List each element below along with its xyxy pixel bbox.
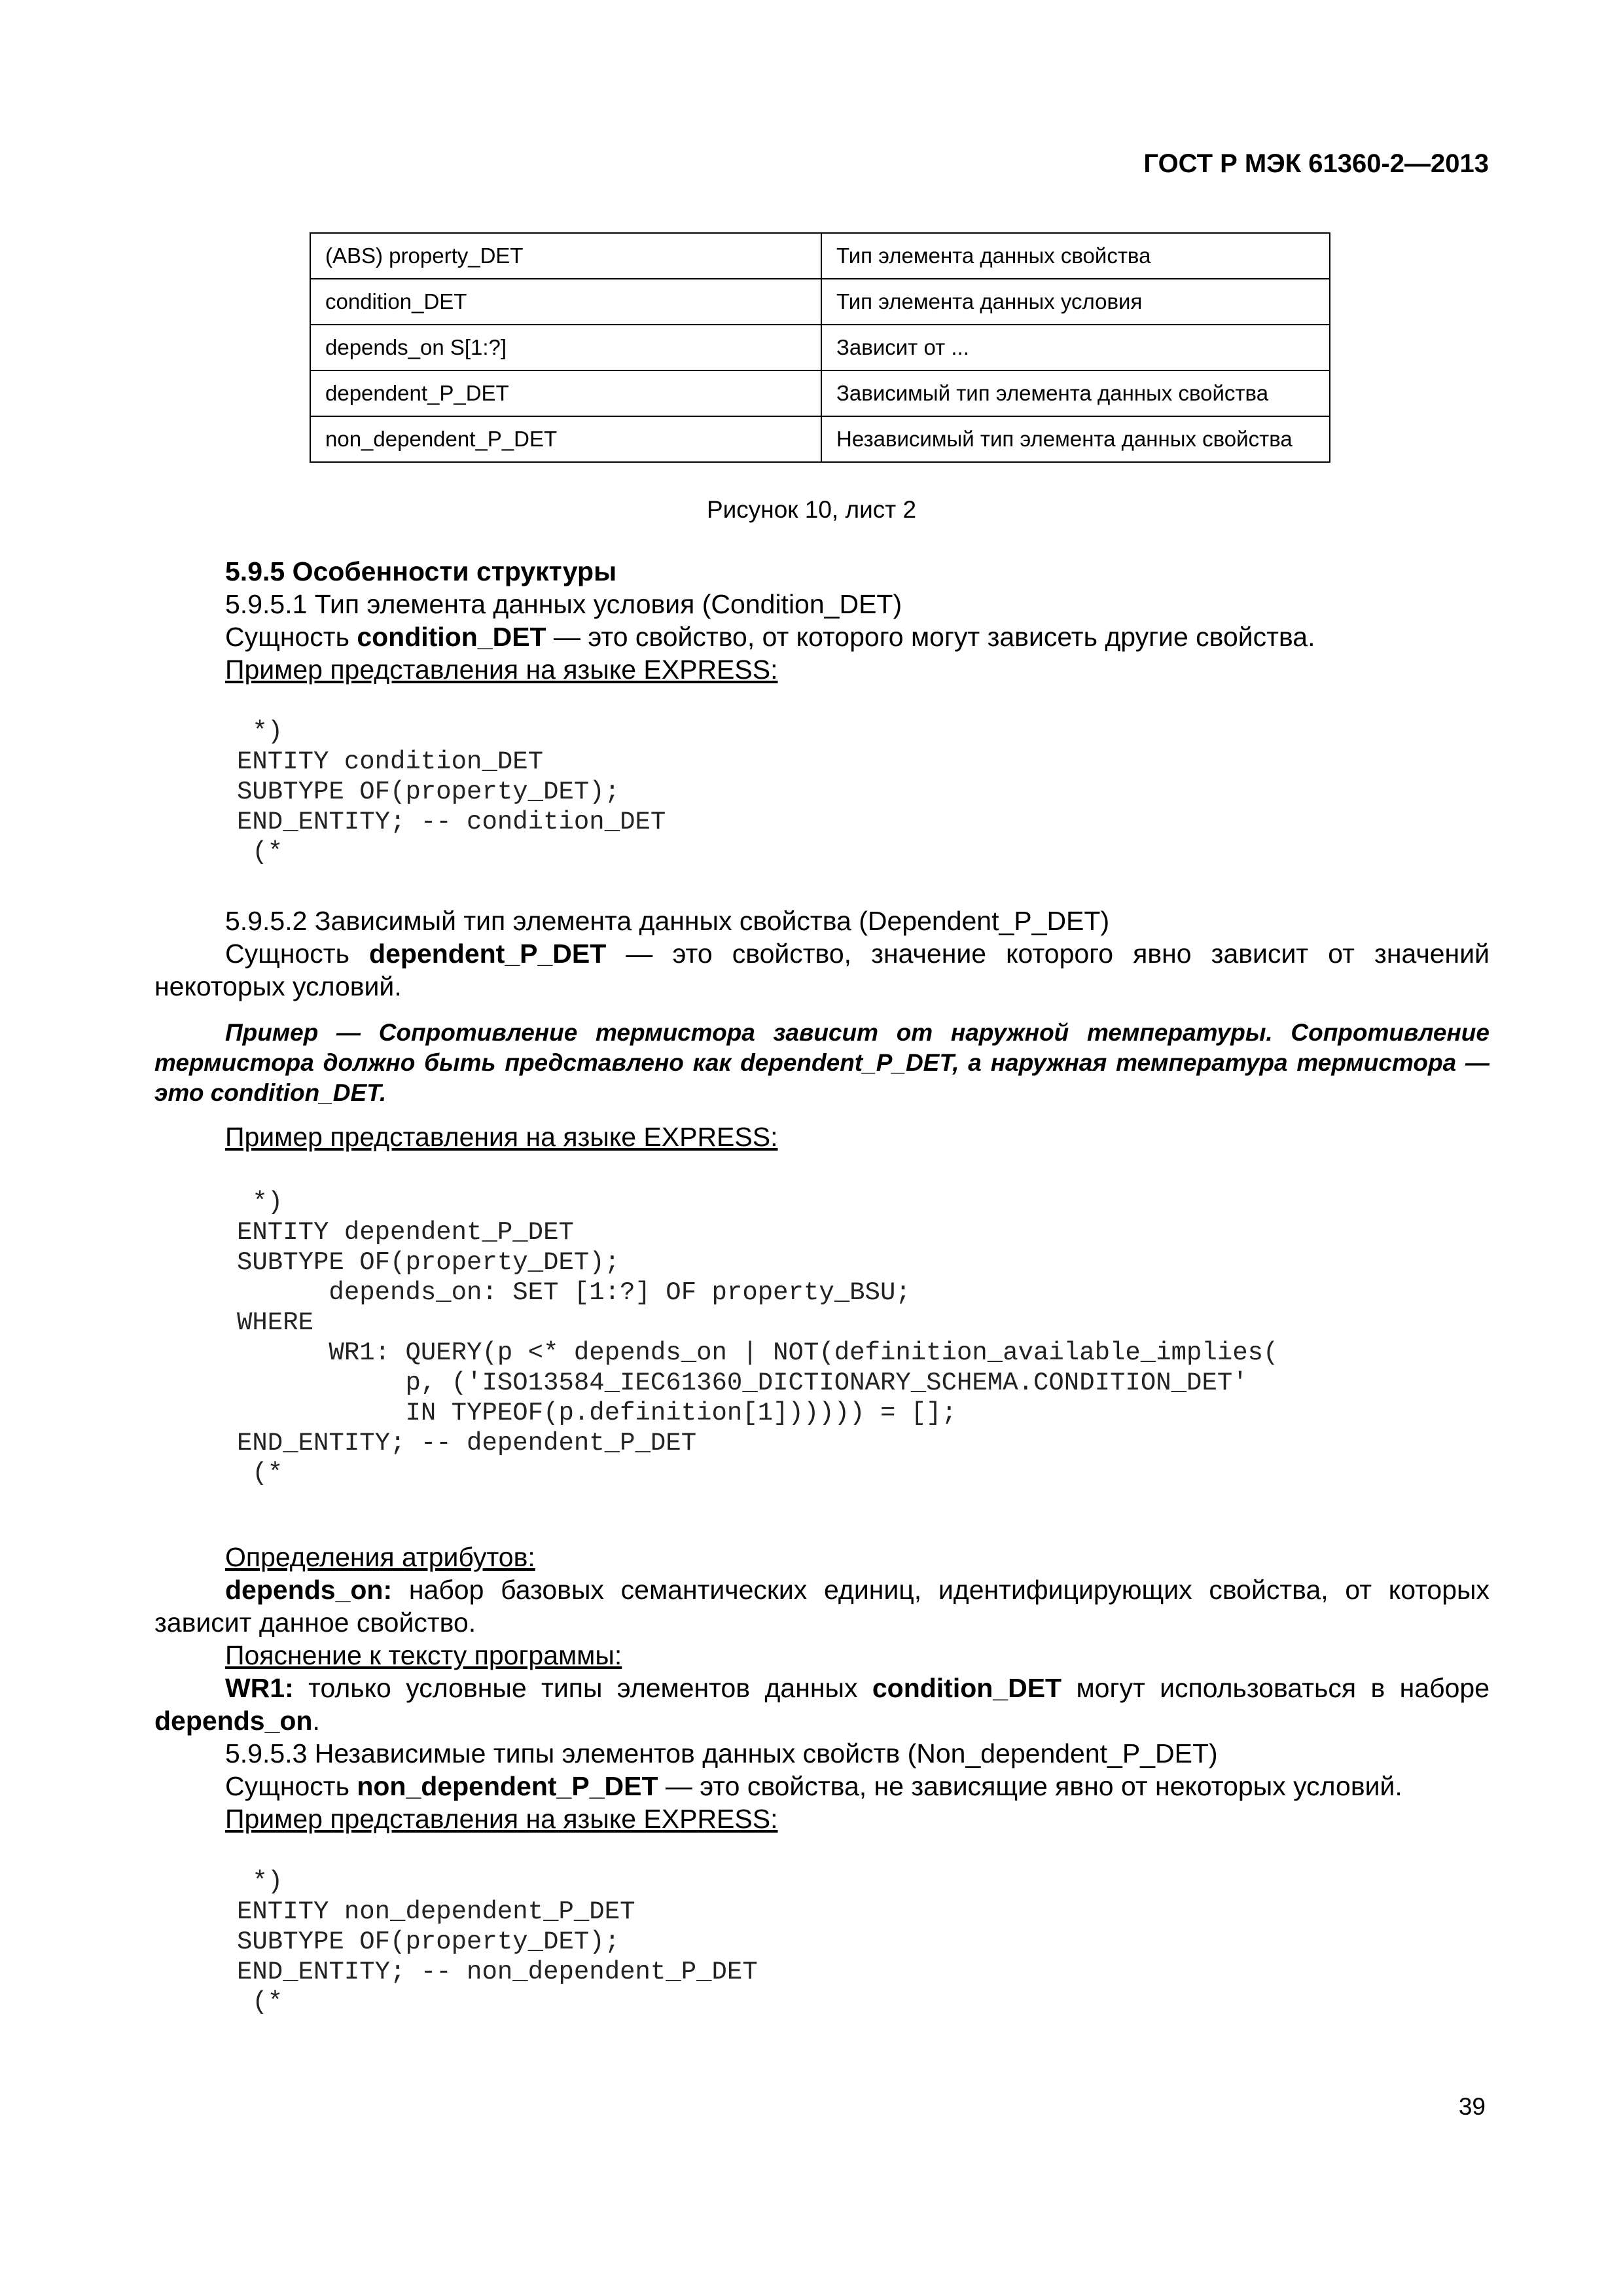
table-row	[310, 233, 1330, 279]
table-cell-meaning: Независимый тип элемента данных свойства	[821, 416, 1330, 462]
attributes-label: Определения атрибутов:	[225, 1542, 535, 1572]
example-label: Пример представления на языке EXPRESS:	[225, 655, 778, 685]
rule-explanation: WR1: только условные типы элементов данных condition_DET могут использоваться в наборе depends_on.	[154, 1673, 1489, 1736]
section-heading: 5.9.5 Особенности структуры	[225, 556, 617, 586]
entity-name: non_dependent_P_DET	[357, 1771, 658, 1801]
table-cell-meaning: Зависит от ...	[821, 325, 1330, 370]
table-cell-meaning: Тип элемента данных условия	[821, 279, 1330, 325]
table-row	[310, 325, 1330, 370]
legend-table	[310, 232, 1330, 463]
paragraph-condition-det: Сущность condition_DET — это свойство, от которого могут зависеть другие свойства.	[225, 622, 1315, 652]
paragraph-dependent-p-det: Сущность dependent_P_DET — это свойство, значение которого явно зависит от значений некоторых условий.	[154, 939, 1489, 1001]
paragraph-non-dependent-p-det: Сущность non_dependent_P_DET — это свойства, не зависящие явно от некоторых условий.	[225, 1771, 1402, 1801]
table-cell-term: depends_on S[1:?]	[310, 325, 821, 370]
example-label: Пример представления на языке EXPRESS:	[225, 1804, 778, 1834]
entity-name: dependent_P_DET	[369, 939, 607, 969]
entity-name: condition_DET	[872, 1673, 1062, 1703]
page-number: 39	[1458, 2093, 1486, 2120]
example-label: Пример представления на языке EXPRESS:	[225, 1122, 778, 1152]
subsection-title-condition-det: 5.9.5.1 Тип элемента данных условия (Condition_DET)	[225, 589, 902, 619]
subsection-title-dependent-p-det: 5.9.5.2 Зависимый тип элемента данных свойства (Dependent_P_DET)	[225, 906, 1110, 936]
document-header: ГОСТ Р МЭК 61360-2—2013	[1143, 149, 1489, 178]
figure-caption: Рисунок 10, лист 2	[706, 496, 917, 523]
express-code-block: *) ENTITY non_dependent_P_DET SUBTYPE OF(property_DET); END_ENTITY; -- non_dependent_P_DET (*	[237, 1867, 758, 2017]
table-cell-term: non_dependent_P_DET	[310, 416, 821, 462]
table-row	[310, 279, 1330, 325]
program-explanation-label: Пояснение к тексту программы:	[225, 1640, 622, 1670]
table-cell-term: dependent_P_DET	[310, 370, 821, 416]
table-cell-term: (ABS) property_DET	[310, 233, 821, 279]
table-cell-meaning: Тип элемента данных свойства	[821, 233, 1330, 279]
rule-name: WR1:	[225, 1673, 294, 1703]
attribute-name: depends_on:	[225, 1575, 393, 1605]
express-code-block: *) ENTITY condition_DET SUBTYPE OF(property_DET); END_ENTITY; -- condition_DET (*	[237, 717, 666, 867]
express-code-block: *) ENTITY dependent_P_DET SUBTYPE OF(property_DET); depends_on: SET [1:?] OF property_BSU; WHERE WR1: QUERY(p <* depends_on | NOT(definition_available_implies( p, ('ISO13584_IEC61360_DICTIONARY_SCHEMA.CONDITION_DET' IN TYPEOF(p.definition[1]))))) = []; END_ENTITY; -- dependent_P_DET (*	[237, 1188, 1279, 1488]
table-cell-term: condition_DET	[310, 279, 821, 325]
entity-name: condition_DET	[357, 622, 546, 652]
table-cell-meaning: Зависимый тип элемента данных свойства	[821, 370, 1330, 416]
attribute-name: depends_on	[154, 1706, 313, 1736]
subsection-title-non-dependent-p-det: 5.9.5.3 Независимые типы элементов данных свойств (Non_dependent_P_DET)	[225, 1738, 1218, 1768]
table-row	[310, 370, 1330, 416]
table-row	[310, 416, 1330, 462]
attribute-definition: depends_on: набор базовых семантических единиц, идентифицирующих свойства, от которых зависит данное свойство.	[154, 1575, 1489, 1638]
example-note: Пример — Сопротивление термистора зависит от наружной температуры. Сопротивление термистора должно быть представлено как dependent_P_DET, а наружная температура термистора — это condition_DET.	[154, 1019, 1489, 1106]
